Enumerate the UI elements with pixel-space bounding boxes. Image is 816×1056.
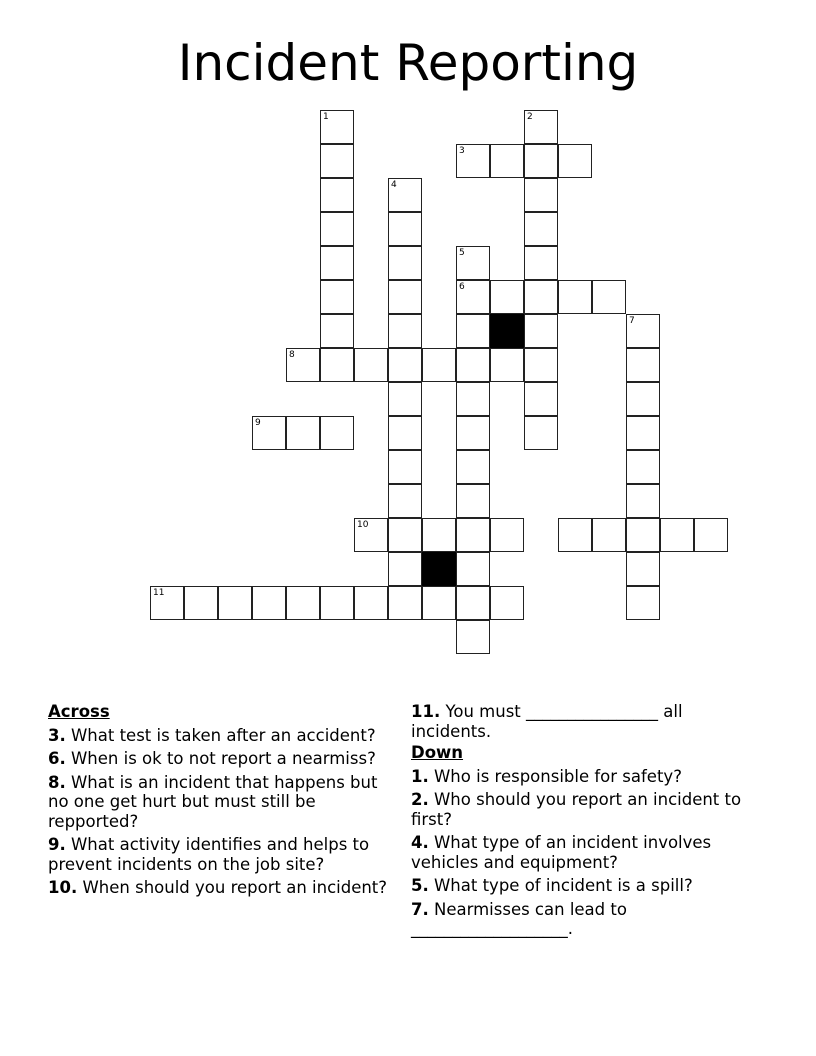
grid-cell[interactable]: [150, 586, 184, 620]
clue-number: 3: [459, 146, 465, 156]
across-clue: [48, 749, 388, 769]
grid-cell[interactable]: [320, 212, 354, 246]
grid-cell[interactable]: [286, 586, 320, 620]
grid-cell[interactable]: [456, 416, 490, 450]
grid-cell[interactable]: [524, 178, 558, 212]
grid-cell[interactable]: [456, 620, 490, 654]
grid-cell[interactable]: [490, 586, 524, 620]
clue-number: 6.: [48, 749, 66, 768]
grid-cell[interactable]: [388, 246, 422, 280]
clue-number: 4: [391, 180, 397, 190]
grid-cell[interactable]: [694, 518, 728, 552]
grid-cell[interactable]: [388, 348, 422, 382]
grid-cell[interactable]: [456, 518, 490, 552]
grid-cell[interactable]: [490, 144, 524, 178]
clue-number: 8: [289, 350, 295, 360]
grid-cell[interactable]: [388, 178, 422, 212]
clue-number: 5.: [411, 876, 429, 895]
clue-number: 2.: [411, 790, 429, 809]
grid-cell[interactable]: [456, 450, 490, 484]
grid-cell[interactable]: [626, 416, 660, 450]
across-clue: [48, 878, 388, 898]
clue-text: When should you report an incident?: [77, 878, 388, 897]
clue-number: 4.: [411, 833, 429, 852]
grid-cell[interactable]: [456, 144, 490, 178]
grid-cell[interactable]: [524, 144, 558, 178]
grid-cell[interactable]: [524, 280, 558, 314]
grid-cell[interactable]: [388, 280, 422, 314]
down-clue: [411, 767, 761, 787]
grid-block: [490, 314, 524, 348]
clue-text: What type of an incident involves vehicles and equipment?: [411, 833, 712, 872]
grid-cell[interactable]: [626, 484, 660, 518]
grid-cell[interactable]: [490, 280, 524, 314]
clue-number: 8.: [48, 772, 66, 792]
across-clue: [411, 702, 761, 741]
clue-number: 1.: [411, 766, 429, 786]
grid-cell[interactable]: [422, 518, 456, 552]
grid-cell[interactable]: [388, 586, 422, 620]
across-clue-list: [48, 726, 388, 898]
grid-cell[interactable]: [354, 518, 388, 552]
grid-cell[interactable]: [660, 518, 694, 552]
clue-text: Who is responsible for safety?: [428, 766, 682, 786]
grid-cell[interactable]: [456, 586, 490, 620]
grid-cell[interactable]: [456, 552, 490, 586]
grid-cell[interactable]: [320, 314, 354, 348]
down-clue: [411, 900, 761, 939]
grid-cell[interactable]: [626, 518, 660, 552]
clue-number: 10: [357, 520, 369, 530]
grid-cell[interactable]: [626, 382, 660, 416]
grid-cell[interactable]: [490, 348, 524, 382]
down-heading: Down: [411, 743, 464, 762]
clue-number: 2: [527, 112, 533, 122]
clue-text: What is an incident that happens but no one get hurt but must still be repported?: [48, 772, 378, 831]
grid-cell[interactable]: [388, 212, 422, 246]
clue-text: Nearmisses can lead to ___________________.: [411, 899, 627, 938]
grid-cell[interactable]: [388, 518, 422, 552]
clue-number: 9.: [48, 835, 66, 854]
clues-right-column: [411, 702, 761, 939]
page-title: Incident Reporting: [177, 34, 639, 92]
grid-cell[interactable]: [184, 586, 218, 620]
grid-cell[interactable]: [524, 212, 558, 246]
grid-cell[interactable]: [320, 348, 354, 382]
clue-number: 3.: [48, 725, 66, 745]
clue-number: 10.: [48, 878, 78, 897]
grid-cell[interactable]: [456, 246, 490, 280]
across-clue: [48, 835, 388, 874]
grid-cell[interactable]: [524, 246, 558, 280]
grid-cell[interactable]: [252, 586, 286, 620]
clue-number: 5: [459, 248, 465, 258]
clue-number: 9: [255, 418, 261, 428]
grid-cell[interactable]: [388, 314, 422, 348]
grid-cell[interactable]: [626, 348, 660, 382]
clue-number: 7: [629, 316, 635, 326]
grid-cell[interactable]: [456, 382, 490, 416]
grid-cell[interactable]: [286, 348, 320, 382]
clue-text: What activity identifies and helps to prevent incidents on the job site?: [48, 835, 370, 874]
clue-number: 6: [459, 282, 465, 292]
clue-number: 11.: [411, 702, 441, 721]
grid-cell[interactable]: [456, 348, 490, 382]
clue-number: 1: [323, 112, 329, 122]
grid-cell[interactable]: [388, 382, 422, 416]
grid-cell[interactable]: [388, 552, 422, 586]
grid-cell[interactable]: [422, 348, 456, 382]
across-clue: [48, 773, 388, 832]
grid-cell[interactable]: [354, 348, 388, 382]
grid-cell[interactable]: [218, 586, 252, 620]
across-clue: [48, 726, 388, 746]
grid-cell[interactable]: [456, 484, 490, 518]
grid-cell[interactable]: [490, 518, 524, 552]
grid-block: [422, 552, 456, 586]
clue-text: What type of incident is a spill?: [428, 876, 693, 895]
grid-cell[interactable]: [320, 416, 354, 450]
grid-cell[interactable]: [252, 416, 286, 450]
grid-cell[interactable]: [388, 416, 422, 450]
grid-cell[interactable]: [456, 314, 490, 348]
across-clue-list-continued: [411, 702, 761, 741]
down-clue: [411, 790, 761, 829]
grid-cell[interactable]: [388, 484, 422, 518]
grid-cell[interactable]: [592, 280, 626, 314]
grid-cell[interactable]: [524, 382, 558, 416]
grid-cell[interactable]: [456, 280, 490, 314]
grid-cell[interactable]: [422, 586, 456, 620]
grid-cell[interactable]: [558, 518, 592, 552]
grid-cell[interactable]: [524, 110, 558, 144]
grid-cell[interactable]: [626, 450, 660, 484]
grid-cell[interactable]: [626, 552, 660, 586]
grid-cell[interactable]: [286, 416, 320, 450]
clue-text: Who should you report an incident to first?: [411, 790, 742, 829]
grid-cell[interactable]: [524, 348, 558, 382]
grid-cell[interactable]: [320, 178, 354, 212]
grid-cell[interactable]: [388, 450, 422, 484]
down-clue: [411, 876, 761, 896]
clue-number: 7.: [411, 899, 429, 919]
clue-number: 11: [153, 588, 165, 598]
across-heading: Across: [48, 702, 110, 721]
clue-text: What test is taken after an accident?: [65, 725, 376, 745]
grid-cell[interactable]: [626, 314, 660, 348]
grid-cell[interactable]: [354, 586, 388, 620]
grid-cell[interactable]: [592, 518, 626, 552]
grid-cell[interactable]: [320, 586, 354, 620]
grid-cell[interactable]: [320, 246, 354, 280]
grid-cell[interactable]: [524, 314, 558, 348]
grid-cell[interactable]: [558, 144, 592, 178]
down-clue: [411, 833, 761, 872]
grid-cell[interactable]: [320, 280, 354, 314]
grid-cell[interactable]: [558, 280, 592, 314]
grid-cell[interactable]: [626, 586, 660, 620]
clue-text: When is ok to not report a nearmiss?: [65, 749, 376, 768]
clue-text: You must ________________ all incidents.: [411, 702, 683, 741]
down-clue-list: [411, 767, 761, 939]
clues-left-column: [48, 702, 388, 898]
grid-cell[interactable]: [320, 110, 354, 144]
grid-cell[interactable]: [320, 144, 354, 178]
grid-cell[interactable]: [524, 416, 558, 450]
